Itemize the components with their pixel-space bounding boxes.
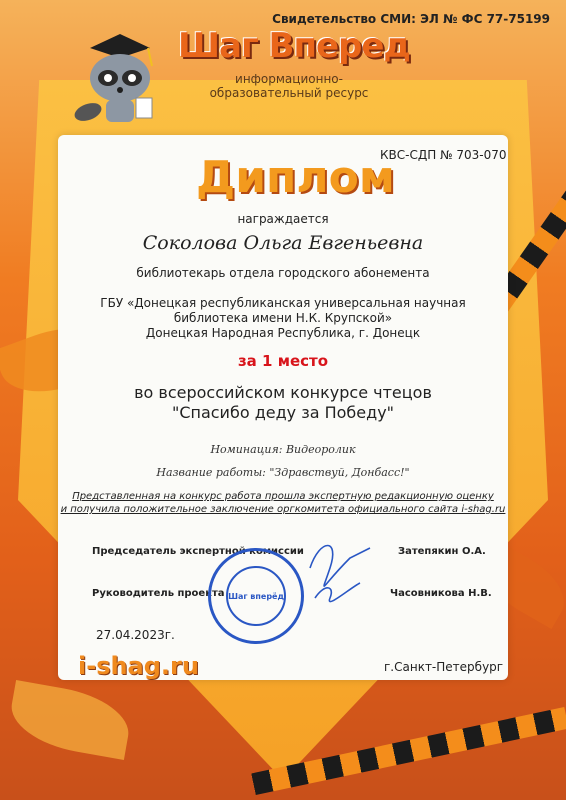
awarded-label: награждается — [237, 212, 329, 226]
contest-line: во всероссийском конкурсе чтецов — [134, 383, 432, 402]
note-line: и получила положительное заключение оргкомитета официального сайта i-shag.ru — [60, 504, 506, 515]
contest-line: "Спасибо деду за Победу" — [171, 403, 395, 422]
organization-line: Донецкая Народная Республика, г. Донецк — [145, 326, 421, 340]
organization — [58, 296, 508, 341]
organization-line: библиотека имени Н.К. Крупской» — [173, 311, 393, 325]
media-registration: Свидетельство СМИ: ЭЛ № ФС 77-75199 — [272, 12, 550, 26]
official-stamp — [208, 548, 304, 644]
work-title: Название работы: "Здравствуй, Донбасс!" — [156, 466, 410, 479]
nomination: Номинация: Видеоролик — [210, 443, 356, 456]
leaf-decoration — [6, 680, 135, 760]
head-name: Часовникова Н.В. — [390, 588, 492, 599]
brand-name: Шаг Вперед — [178, 26, 410, 66]
award-place: за 1 место — [237, 352, 329, 370]
stamp-center: Шаг вперёд — [226, 566, 286, 626]
recipient-position: библиотекарь отдела городского абонемента — [136, 266, 430, 280]
certificate-title: Диплом — [196, 152, 395, 203]
expert-note — [58, 490, 508, 516]
signature-icon — [300, 528, 390, 608]
chair-label: Председатель экспертной комиссии — [92, 546, 304, 557]
head-label: Руководитель проекта — [92, 588, 225, 599]
raccoon-mascot-icon — [70, 26, 170, 126]
note-line: Представленная на конкурс работа прошла экспертную редакционную оценку — [72, 491, 494, 502]
brand-subtitle: информационно-образовательный ресурс — [209, 72, 369, 100]
city: г.Санкт-Петербург — [384, 660, 504, 674]
recipient-name: Соколова Ольга Евгеньевна — [142, 232, 424, 254]
contest-title — [58, 383, 508, 423]
site-logo: i-shag.ru — [78, 652, 199, 680]
issue-date: 27.04.2023г. — [96, 628, 175, 642]
organization-line: ГБУ «Донецкая республиканская универсальная научная — [100, 296, 466, 310]
certificate-number: КВС-СДП № 703-070 — [380, 148, 507, 162]
chair-name: Затепякин О.А. — [398, 546, 486, 557]
